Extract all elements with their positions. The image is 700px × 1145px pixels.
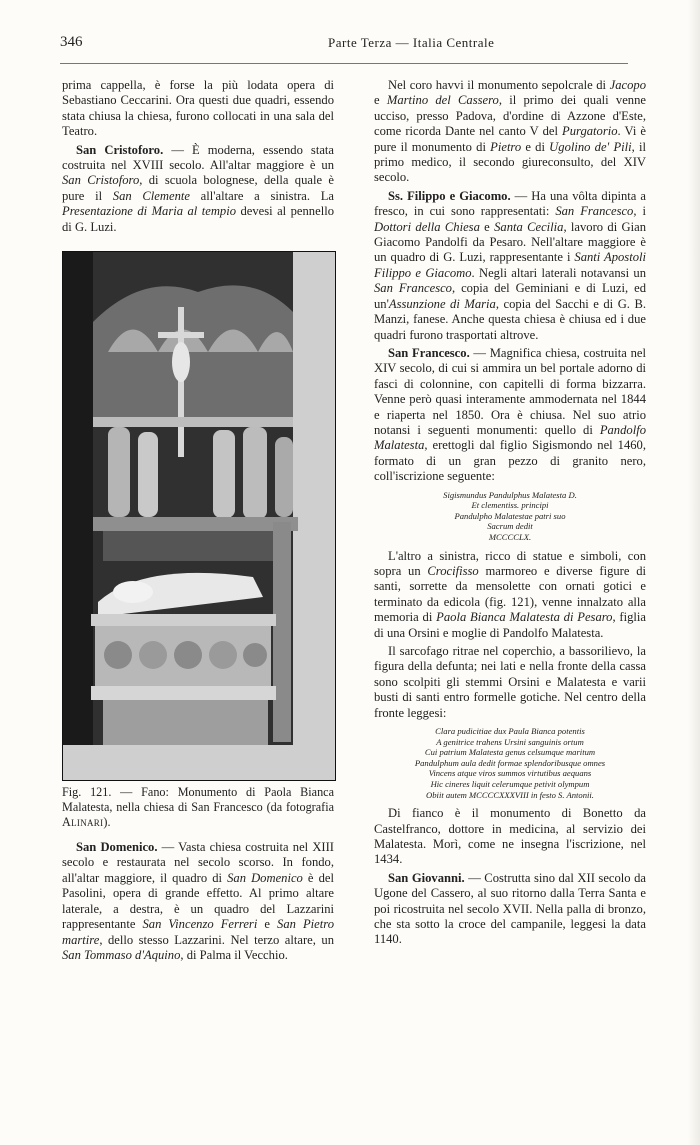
paragraph-bonetto: Di fianco è il monumento di Bonetto da Castelfranco, dottore in medicina, al servizio dei Malatesta. Morì, come ne insegna l'iscrizione, nel 1434. bbox=[374, 806, 646, 867]
inscription-pandolfo bbox=[374, 490, 646, 543]
monument-illustration bbox=[63, 252, 335, 780]
inscription-line: Et clementiss. principi bbox=[471, 500, 549, 511]
header-rule bbox=[60, 63, 628, 64]
inscription-line: Pandulpho Malatestae patri suo bbox=[454, 510, 566, 521]
inscription-line: Clara pudicitiae dux Paula Bianca potentis bbox=[435, 726, 585, 736]
heading-san-domenico: San Domenico. bbox=[76, 840, 158, 855]
page-number: 346 bbox=[60, 34, 83, 50]
paragraph-san-domenico: San Domenico. — Vasta chiesa costruita nel XIII secolo e restaurata nel secolo scorso. In fondo, all'altar maggiore, il quadro di San Domenico è del Pasolini, opera di grande effetto. Al primo altare laterale, a destra, è un quadro del Lazzarini rappresentante San Vincenzo Ferreri e San Pietro martire, dello stesso Lazzarini. Nel terzo altare, un San Tommaso d'Aquino, di Palma il Vecchio. bbox=[62, 840, 334, 962]
inscription-line: Hic cineres liquit celerumque petivit olympum bbox=[430, 778, 590, 789]
left-column bbox=[62, 78, 334, 963]
right-column bbox=[374, 78, 646, 948]
heading-san-giovanni: San Giovanni. bbox=[388, 870, 465, 885]
paragraph-san-cristoforo: San Cristoforo. — È moderna, essendo stata costruita nel XVIII secolo. All'altar maggiore è un San Cristoforo, di scuola bolognese, della quale è pure il San Clemente all'altare a sinistra. La Presentazione di Maria al tempio devesi al pennello di G. Luzi. bbox=[62, 142, 335, 234]
heading-san-cristoforo: San Cristoforo. bbox=[76, 142, 164, 157]
heading-ss-filippo-giacomo: Ss. Filippo e Giacomo. bbox=[388, 188, 511, 203]
heading-san-francesco: San Francesco. bbox=[388, 345, 470, 360]
paragraph-ss-filippo-giacomo: Ss. Filippo e Giacomo. — Ha una vôlta dipinta a fresco, in cui sono rappresentati: San Francesco, i Dottori della Chiesa e Santa Cecilia, lavoro di Gian Giacomo Pandolfi da Pesaro. Nell'altare maggiore è un quadro di G. Luzi, rappresentante i Santi Apostoli Filippo e Giacomo. Negli altari laterali notavansi un San Francesco, copia del Geminiani e di Luzi, ed un'Assunzione di Maria, copia del Sacchi e di G. B. Manzi, fanese. Anche questa chiesa è chiusa ed i due quadri furono trasportati altrove. bbox=[374, 188, 647, 342]
inscription-line: Sacrum dedit bbox=[487, 521, 533, 532]
inscription-line: MCCCCLX. bbox=[488, 531, 532, 542]
figure-monument-photo bbox=[62, 251, 336, 781]
page-header bbox=[60, 34, 645, 54]
paragraph-prima-cappella: prima cappella, è forse la più lodata opera di Sebastiano Ceccarini. Ora questi due quadri, essendo stata chiusa la chiesa, furono collocati in una sala del Teatro. bbox=[62, 78, 334, 139]
photo-credit: Alinari bbox=[62, 815, 104, 830]
inscription-line: A genitrice trahens Ursini sanguinis ortum bbox=[436, 736, 584, 747]
inscription-line: Sigismundus Pandulphus Malatesta D. bbox=[443, 489, 577, 500]
inscription-paola-bianca bbox=[374, 726, 646, 800]
paragraph-san-francesco: San Francesco. — Magnifica chiesa, costruita nel XIV secolo, di cui si ammira un bel portale adorno di fasci di colonnine, con capitelli di forma bizzarra. Venne però quasi interamente ammodernata nel 1844 e riaperta nel 1850. Ora è chiusa. Nel suo atrio notansi i seguenti monumenti: quello di Pandolfo Malatesta, erettogli dal figlio Sigismondo nel 1460, formato di un gran pezzo di granito nero, coll'iscrizione seguente: bbox=[374, 345, 646, 484]
paragraph-altro-sinistra: L'altro a sinistra, ricco di statue e simboli, con sopra un Crocifisso marmoreo e diverse figure di santi, sorrette da mensolette con ornati gotici e terminato da edicola (fig. 121), venne innalzato alla memoria di Paola Bianca Malatesta di Pesaro, figlia di una Orsini e moglie di Pandolfo Malatesta. bbox=[374, 548, 647, 640]
figure-caption: Fig. 121. — Fano: Monumento di Paola Bianca Malatesta, nella chiesa di San Francesco (da fotografia Alinari). bbox=[62, 785, 334, 830]
paragraph-sarcofago: Il sarcofago ritrae nel coperchio, a bassorilievo, la figura della defunta; nei lati e nella fronte della cassa sono scolpiti gli stemmi Orsini e Malatesta e varii busti di santi entro formelle gotiche. Nel centro della fronte leggesi: bbox=[374, 643, 646, 720]
running-title: Parte Terza — Italia Centrale bbox=[328, 35, 495, 50]
inscription-line: Vincens atque viros summos virtutibus aequans bbox=[428, 768, 592, 779]
inscription-line: Cui patrium Malatesta genus celsumque maritum bbox=[424, 747, 596, 758]
inscription-line: Pandulphum aula dedit formae splendoribusque omnes bbox=[414, 757, 606, 768]
paragraph-san-giovanni: San Giovanni. — Costrutta sino dal XII secolo da Ugone del Cassero, al suo ritorno dalla Terra Santa e poi ricostruita nel secolo XVII. Nella palla di bronzo, che sta sotto la croce del campanile, leggesi la data 1140. bbox=[374, 870, 646, 947]
inscription-line: Obiit autem MCCCCXXXVIII in festo S. Antonii. bbox=[426, 789, 594, 800]
paragraph-coro: Nel coro havvi il monumento sepolcrale di Jacopo e Martino del Cassero, il primo dei quali venne ucciso, presso Padova, d'ordine di Azzone d'Este, come ricorda Dante nel canto V del Purgatorio. Vi è pure il monumento di Pietro e di Ugolino de' Pili, il primo medico, il secondo giureconsulto, del XIV secolo. bbox=[374, 78, 646, 185]
page-edge-shadow bbox=[688, 0, 700, 1145]
